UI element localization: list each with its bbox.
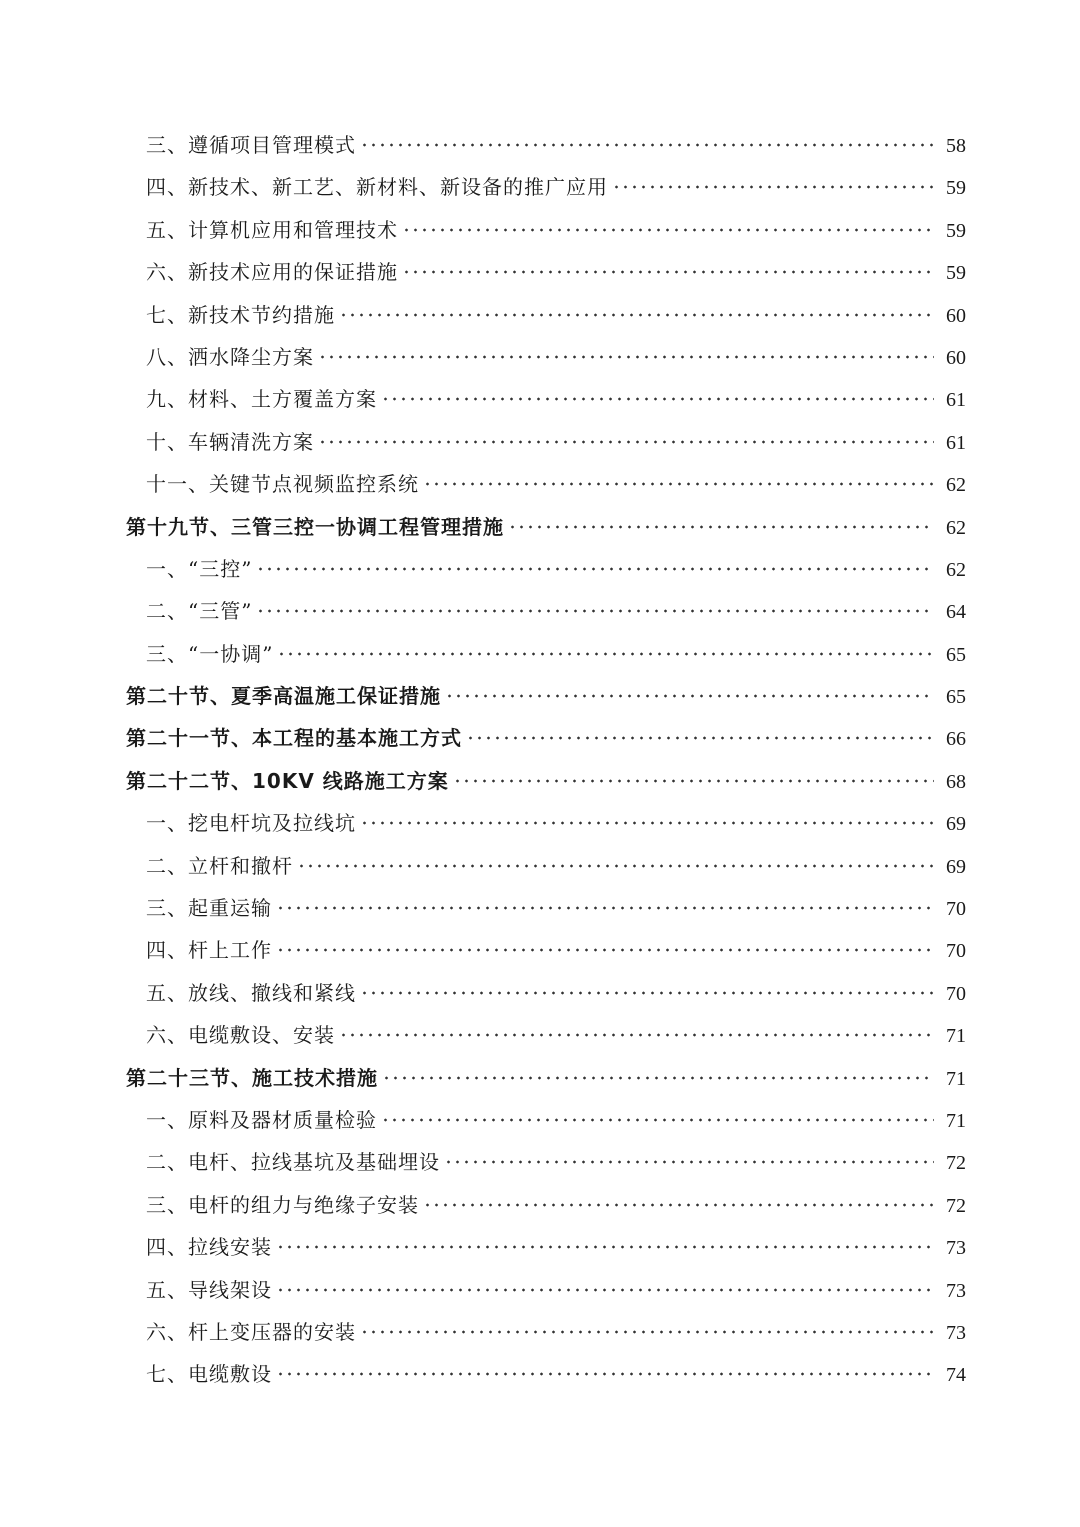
toc-entry[interactable]: [126, 845, 966, 887]
toc-entry-page: 74: [946, 1364, 966, 1387]
toc-entry[interactable]: [126, 1226, 966, 1268]
toc-entry[interactable]: [126, 463, 966, 505]
toc-entry[interactable]: [126, 717, 966, 759]
toc-entry-title: 四、杆上工作: [146, 938, 272, 963]
toc-entry[interactable]: [126, 1269, 966, 1311]
dot-leader: [466, 736, 934, 740]
toc-entry[interactable]: [126, 802, 966, 844]
toc-entry[interactable]: [126, 1184, 966, 1226]
toc-entry-page: 59: [946, 177, 966, 200]
toc-entry-page: 62: [946, 474, 966, 497]
toc-entry-title: 二、“三管”: [146, 599, 253, 624]
dot-leader: [423, 482, 934, 486]
dot-leader: [612, 185, 934, 189]
toc-entry-page: 71: [946, 1025, 966, 1048]
toc-entry-page: 59: [946, 262, 966, 285]
dot-leader: [360, 1330, 934, 1334]
toc-entry-title: 第二十一节、本工程的基本施工方式: [126, 726, 462, 751]
dot-leader: [423, 1203, 934, 1207]
toc-entry[interactable]: [126, 760, 966, 802]
toc-entry-title: 四、拉线安装: [146, 1235, 272, 1260]
toc-entry-page: 73: [946, 1279, 966, 1302]
toc-entry-title: 五、导线架设: [146, 1277, 272, 1302]
dot-leader: [256, 567, 934, 571]
toc-entry-title: 四、新技术、新工艺、新材料、新设备的推广应用: [146, 175, 608, 200]
dot-leader: [381, 1118, 934, 1122]
dot-leader: [402, 228, 934, 232]
toc-entry-title: 第二十节、夏季高温施工保证措施: [126, 684, 441, 709]
toc-entry-page: 64: [946, 601, 966, 624]
dot-leader: [318, 440, 934, 444]
table-of-contents: [126, 124, 966, 1396]
toc-entry-title: 六、新技术应用的保证措施: [146, 260, 398, 285]
toc-entry-title: 第十九节、三管三控一协调工程管理措施: [126, 514, 504, 539]
toc-entry-page: 59: [946, 219, 966, 242]
dot-leader: [382, 1076, 934, 1080]
dot-leader: [318, 355, 934, 359]
toc-entry[interactable]: [126, 675, 966, 717]
toc-entry-page: 69: [946, 855, 966, 878]
toc-entry-title: 三、电杆的组力与绝缘子安装: [146, 1192, 419, 1217]
toc-entry-title: 八、洒水降尘方案: [146, 344, 314, 369]
dot-leader: [444, 1160, 934, 1164]
toc-entry[interactable]: [126, 1057, 966, 1099]
toc-entry-page: 60: [946, 304, 966, 327]
toc-entry-page: 58: [946, 135, 966, 157]
toc-entry-page: 73: [946, 1321, 966, 1344]
toc-entry[interactable]: [126, 1014, 966, 1056]
toc-entry-title: 七、电缆敷设: [146, 1362, 272, 1387]
toc-entry-title: 十一、关键节点视频监控系统: [146, 472, 419, 497]
dot-leader: [276, 1372, 934, 1376]
toc-entry-page: 71: [946, 1109, 966, 1132]
toc-entry-page: 69: [946, 813, 966, 836]
toc-entry[interactable]: [126, 294, 966, 336]
toc-entry-page: 61: [946, 431, 966, 454]
toc-entry-page: 60: [946, 346, 966, 369]
toc-entry[interactable]: [126, 1141, 966, 1183]
dot-leader: [277, 652, 934, 656]
toc-entry-title: 三、起重运输: [146, 896, 272, 921]
toc-entry-title: 九、材料、土方覆盖方案: [146, 387, 377, 412]
toc-entry-title: 三、“一协调”: [146, 641, 274, 666]
toc-entry-page: 71: [946, 1067, 966, 1090]
dot-leader: [276, 1245, 934, 1249]
toc-entry[interactable]: [126, 378, 966, 420]
toc-entry-title: 五、计算机应用和管理技术: [146, 217, 398, 242]
toc-entry-title: 一、“三控”: [146, 556, 253, 581]
toc-entry-page: 70: [946, 940, 966, 963]
dot-leader: [360, 821, 934, 825]
toc-entry-page: 70: [946, 898, 966, 921]
toc-entry-title: 第二十三节、施工技术措施: [126, 1065, 378, 1090]
toc-entry[interactable]: [126, 124, 966, 166]
dot-leader: [402, 270, 934, 274]
toc-entry[interactable]: [126, 972, 966, 1014]
toc-entry-title: 二、电杆、拉线基坑及基础埋设: [146, 1150, 440, 1175]
toc-entry-page: 70: [946, 982, 966, 1005]
dot-leader: [297, 864, 934, 868]
toc-entry[interactable]: [126, 209, 966, 251]
toc-entry-page: 72: [946, 1194, 966, 1217]
toc-entry-page: 68: [946, 770, 966, 793]
toc-entry-title: 三、遵循项目管理模式: [146, 133, 356, 157]
toc-entry-page: 65: [946, 643, 966, 666]
toc-entry-title: 一、挖电杆坑及拉线坑: [146, 811, 356, 836]
dot-leader: [339, 313, 934, 317]
dot-leader: [276, 906, 934, 910]
toc-entry[interactable]: [126, 1353, 966, 1395]
dot-leader: [445, 694, 934, 698]
toc-entry-title: 一、原料及器材质量检验: [146, 1107, 377, 1132]
dot-leader: [360, 991, 934, 995]
toc-entry[interactable]: [126, 887, 966, 929]
toc-entry[interactable]: [126, 166, 966, 208]
toc-entry-page: 62: [946, 558, 966, 581]
toc-entry-page: 66: [946, 728, 966, 751]
toc-entry[interactable]: [126, 421, 966, 463]
dot-leader: [276, 1288, 934, 1292]
toc-entry-title: 五、放线、撤线和紧线: [146, 980, 356, 1005]
toc-entry-page: 73: [946, 1237, 966, 1260]
toc-entry-title: 第二十二节、10KV 线路施工方案: [126, 768, 449, 793]
toc-entry-page: 61: [946, 389, 966, 412]
toc-entry[interactable]: [126, 1099, 966, 1141]
dot-leader: [339, 1033, 934, 1037]
toc-entry[interactable]: [126, 506, 966, 548]
toc-entry-title: 六、电缆敷设、安装: [146, 1023, 335, 1048]
toc-entry-page: 62: [946, 516, 966, 539]
toc-entry-page: 72: [946, 1152, 966, 1175]
toc-entry-title: 二、立杆和撤杆: [146, 853, 293, 878]
toc-entry-title: 七、新技术节约措施: [146, 302, 335, 327]
toc-entry-page: 65: [946, 686, 966, 709]
toc-entry[interactable]: [126, 590, 966, 632]
toc-entry[interactable]: [126, 336, 966, 378]
dot-leader: [360, 143, 934, 147]
dot-leader: [276, 948, 934, 952]
dot-leader: [381, 397, 934, 401]
toc-entry[interactable]: [126, 1311, 966, 1353]
toc-entry-title: 六、杆上变压器的安装: [146, 1319, 356, 1344]
toc-entry-title: 十、车辆清洗方案: [146, 429, 314, 454]
toc-entry[interactable]: [126, 251, 966, 293]
dot-leader: [256, 609, 934, 613]
dot-leader: [508, 525, 934, 529]
toc-entry[interactable]: [126, 929, 966, 971]
dot-leader: [453, 779, 934, 783]
toc-entry[interactable]: [126, 633, 966, 675]
toc-entry[interactable]: [126, 548, 966, 590]
